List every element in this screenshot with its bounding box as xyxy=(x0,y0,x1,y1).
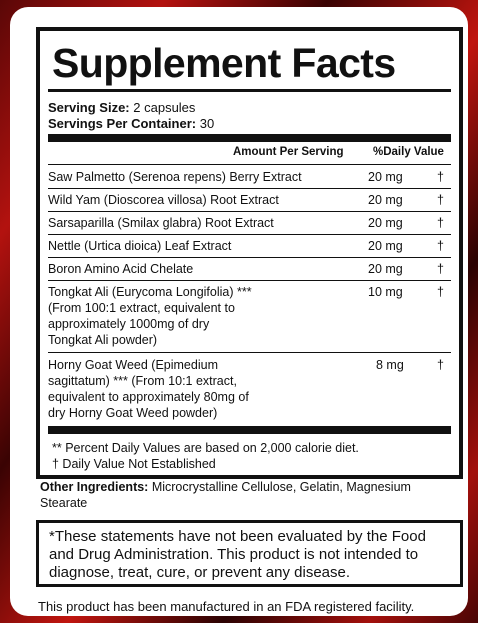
other-ingredients-value: Microcrystalline Cellulose, Gelatin, Magnesium Stearate xyxy=(40,480,411,510)
divider-thick xyxy=(48,89,451,92)
ingredient-name: Wild Yam (Dioscorea villosa) Root Extract xyxy=(48,193,279,207)
ingredient-name: Saw Palmetto (Serenoa repens) Berry Extract xyxy=(48,170,302,184)
ingredient-daily-value: † xyxy=(437,285,444,299)
ingredient-amount: 20 mg xyxy=(368,239,403,253)
serving-size-label: Serving Size: xyxy=(48,100,130,115)
ingredient-name-line: equivalent to approximately 80mg of xyxy=(48,390,249,404)
ingredient-daily-value: † xyxy=(437,262,444,276)
ingredient-daily-value: † xyxy=(437,170,444,184)
daily-value-header: %Daily Value xyxy=(373,146,444,158)
divider-heavy-bottom xyxy=(48,426,451,434)
ingredient-daily-value: † xyxy=(437,193,444,207)
other-ingredients xyxy=(40,479,460,511)
serving-size xyxy=(48,100,195,116)
servings-per-container xyxy=(48,116,214,132)
row-divider xyxy=(48,257,451,258)
divider-heavy xyxy=(48,134,451,142)
panel-title: Supplement Facts xyxy=(52,40,396,86)
ingredient-daily-value: † xyxy=(437,239,444,253)
supplement-facts-panel xyxy=(36,27,463,479)
other-ingredients-label: Other Ingredients: xyxy=(40,480,149,494)
row-divider xyxy=(48,234,451,235)
ingredient-name: Nettle (Urtica dioica) Leaf Extract xyxy=(48,239,232,253)
label-card xyxy=(10,7,468,616)
footnote-dagger: † Daily Value Not Established xyxy=(52,457,216,471)
ingredient-name: Boron Amino Acid Chelate xyxy=(48,262,194,276)
ingredient-amount: 8 mg xyxy=(376,358,404,372)
ingredient-amount: 20 mg xyxy=(368,193,403,207)
ingredient-name-line: dry Horny Goat Weed powder) xyxy=(48,406,218,420)
ingredient-daily-value: † xyxy=(437,216,444,230)
servings-per-container-label: Servings Per Container: xyxy=(48,116,197,131)
fda-disclaimer-text: *These statements have not been evaluated by the Food and Drug Administration. This product is not intended to diagnose, treat, cure, or prevent any disease. xyxy=(49,528,426,581)
ingredient-name-line: Tongkat Ali powder) xyxy=(48,333,158,347)
ingredient-amount: 20 mg xyxy=(368,216,403,230)
row-divider xyxy=(48,188,451,189)
ingredient-name-line: Horny Goat Weed (Epimedium xyxy=(48,358,218,372)
divider-header xyxy=(48,164,451,165)
ingredient-name-line: Tongkat Ali (Eurycoma Longifolia) *** xyxy=(48,285,252,299)
ingredient-name: Sarsaparilla (Smilax glabra) Root Extract xyxy=(48,216,274,230)
footnote-percent-dv: ** Percent Daily Values are based on 2,000 calorie diet. xyxy=(52,441,359,455)
row-divider xyxy=(48,211,451,212)
row-divider xyxy=(48,352,451,353)
ingredient-daily-value: † xyxy=(437,358,444,372)
ingredient-name-line: sagittatum) *** (From 10:1 extract, xyxy=(48,374,237,388)
fda-disclaimer-box xyxy=(36,520,463,587)
ingredient-name-line: (From 100:1 extract, equivalent to xyxy=(48,301,235,315)
servings-per-container-value: 30 xyxy=(199,116,215,131)
ingredient-name-line: approximately 1000mg of dry xyxy=(48,317,210,331)
amount-per-serving-header: Amount Per Serving xyxy=(233,146,344,158)
ingredient-amount: 10 mg xyxy=(368,285,403,299)
row-divider xyxy=(48,280,451,281)
ingredient-amount: 20 mg xyxy=(368,170,403,184)
ingredient-name xyxy=(48,357,348,421)
ingredient-amount: 20 mg xyxy=(368,262,403,276)
facility-statement: This product has been manufactured in an FDA registered facility. xyxy=(38,599,415,614)
serving-size-value: 2 capsules xyxy=(133,100,196,115)
ingredient-name xyxy=(48,284,348,348)
